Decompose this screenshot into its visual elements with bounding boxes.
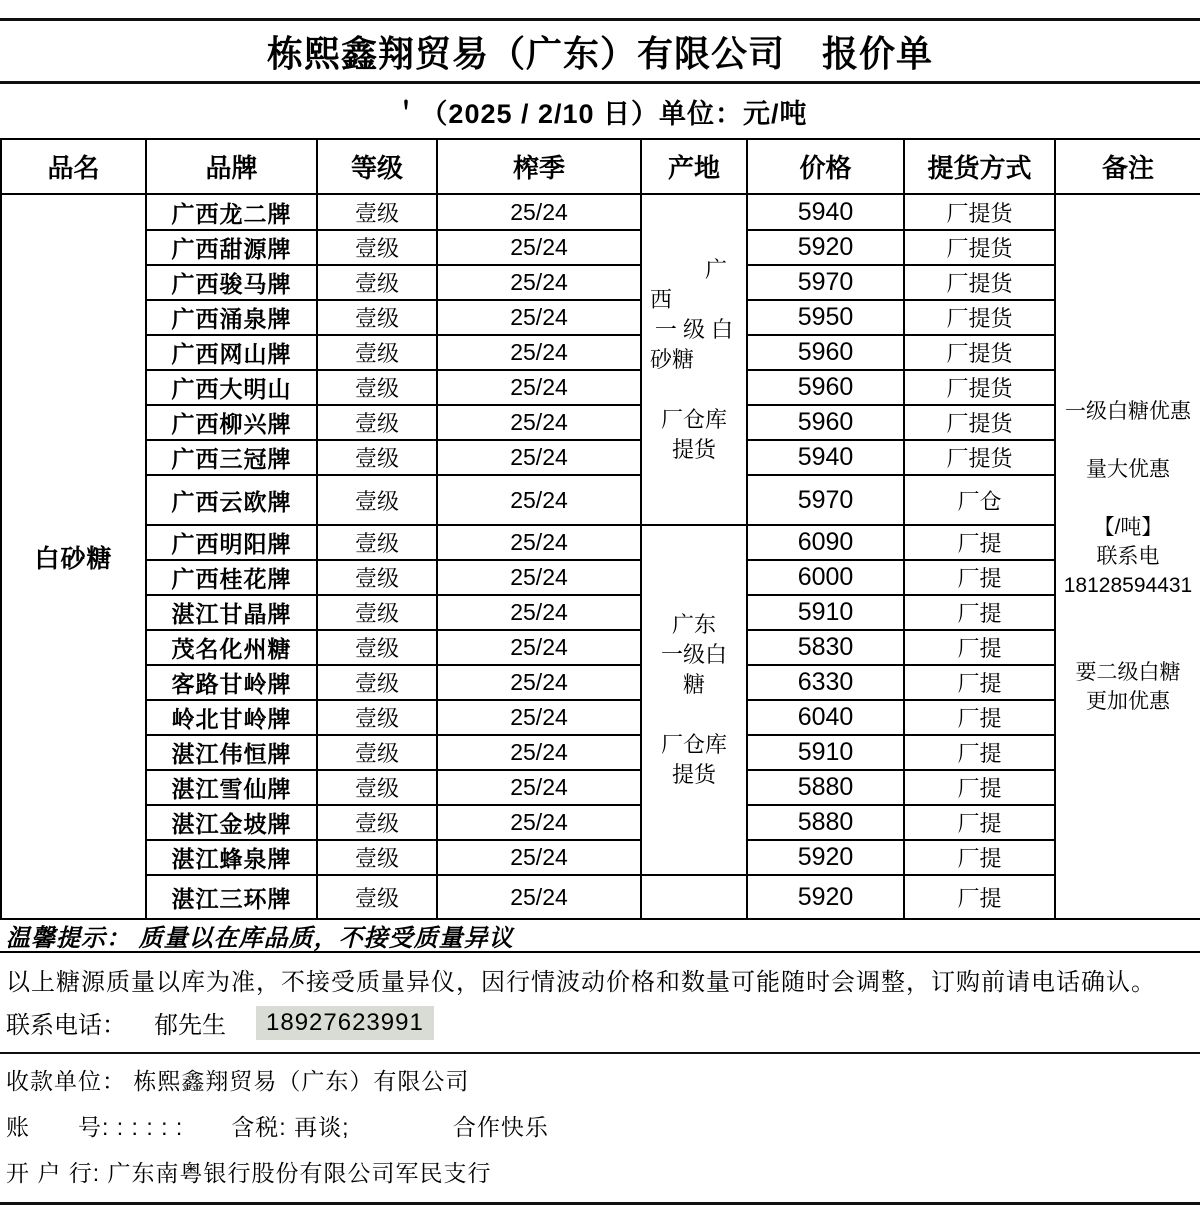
merged-cell-line: 广东 [671,612,716,637]
header-price: 价格 [747,139,904,194]
top-margin [0,0,1200,18]
pickup-cell: 厂提 [904,770,1055,805]
grade-cell: 壹级 [317,665,437,700]
season-cell: 25/24 [437,265,641,300]
price-cell: 5950 [747,300,904,335]
grade-cell: 壹级 [317,560,437,595]
brand-cell: 广西网山牌 [146,335,317,370]
brand-cell: 广西涌泉牌 [146,300,317,335]
origin-guangdong-cell [641,525,747,875]
pickup-cell: 厂提 [904,560,1055,595]
merged-cell-line: 量大优惠 [1086,458,1170,481]
season-cell: 25/24 [437,665,641,700]
grade-cell: 壹级 [317,630,437,665]
merged-cell-line: 更加优惠 [1086,690,1170,713]
price-cell: 5920 [747,230,904,265]
brand-cell: 广西甜源牌 [146,230,317,265]
grade-cell: 壹级 [317,194,437,230]
grade-cell: 壹级 [317,230,437,265]
price-cell: 5880 [747,805,904,840]
season-cell: 25/24 [437,700,641,735]
brand-cell: 广西云欧牌 [146,475,317,525]
pickup-cell: 厂提 [904,805,1055,840]
price-cell: 5880 [747,770,904,805]
table-row [1,525,1200,560]
table-row [1,405,1200,440]
price-cell: 5960 [747,335,904,370]
table-row [1,840,1200,875]
pickup-cell: 厂提 [904,525,1055,560]
pickup-cell: 厂提货 [904,265,1055,300]
price-cell: 5940 [747,194,904,230]
pickup-cell: 厂提货 [904,194,1055,230]
table-row [1,300,1200,335]
merged-cell-line: 一级白 [660,642,727,667]
pickup-cell: 厂提货 [904,370,1055,405]
merged-cell-line [1056,600,1200,629]
pickup-cell: 厂仓 [904,475,1055,525]
grade-cell: 壹级 [317,335,437,370]
price-cell: 5970 [747,265,904,300]
header-remarks: 备注 [1055,139,1200,194]
price-cell: 5920 [747,840,904,875]
grade-cell: 壹级 [317,370,437,405]
brand-cell: 广西桂花牌 [146,560,317,595]
grade-cell: 壹级 [317,405,437,440]
table-row [1,770,1200,805]
brand-cell: 湛江伟恒牌 [146,735,317,770]
merged-cell-line: 厂仓库 [660,406,727,432]
table-row [1,335,1200,370]
season-cell: 25/24 [437,560,641,595]
pickup-cell: 厂提货 [904,230,1055,265]
remarks-cell [1055,194,1200,919]
price-cell: 6040 [747,700,904,735]
pickup-cell: 厂提 [904,665,1055,700]
price-cell: 5960 [747,405,904,440]
grade-cell: 壹级 [317,770,437,805]
merged-cell-line: 一级白糖优惠 [1065,400,1191,423]
price-cell: 5940 [747,440,904,475]
header-grade: 等级 [317,139,437,194]
merged-cell-line [1056,484,1200,513]
season-cell: 25/24 [437,840,641,875]
season-cell: 25/24 [437,595,641,630]
header-product: 品名 [1,139,146,194]
price-cell: 5830 [747,630,904,665]
grade-cell: 壹级 [317,595,437,630]
price-table-body [1,194,1200,919]
header-season: 榨季 [437,139,641,194]
price-cell: 5910 [747,595,904,630]
grade-cell: 壹级 [317,525,437,560]
merged-cell-line: 提货 [671,436,716,462]
table-row [1,805,1200,840]
pickup-cell: 厂提 [904,875,1055,919]
origin-guangxi-cell [641,194,747,525]
bank-name-line: 开 户 行: 广东南粤银行股份有限公司军民支行 [6,1160,492,1186]
pickup-cell: 厂提 [904,630,1055,665]
table-row [1,735,1200,770]
grade-cell: 壹级 [317,475,437,525]
bank-info-block [0,1063,1200,1188]
merged-cell-line [1056,629,1200,658]
table-row [1,630,1200,665]
table-row [1,440,1200,475]
price-cell: 6330 [747,665,904,700]
pickup-cell: 厂提货 [904,300,1055,335]
table-row [1,665,1200,700]
grade-cell: 壹级 [317,805,437,840]
season-cell: 25/24 [437,875,641,919]
price-cell: 5970 [747,475,904,525]
merged-cell-line: 要二级白糖 [1075,661,1181,684]
warm-tip-line: 温馨提示： 质量以在库品质，不接受质量异议 [0,920,1200,953]
merged-cell-line: 18128594431 [1063,574,1193,597]
brand-cell: 岭北甘岭牌 [146,700,317,735]
origin-empty-cell [641,875,747,919]
contact-line [0,1005,1200,1040]
brand-cell: 茂名化州糖 [146,630,317,665]
pickup-cell: 厂提货 [904,440,1055,475]
price-cell: 5910 [747,735,904,770]
merged-cell-line: 西 [650,286,673,312]
pickup-cell: 厂提 [904,700,1055,735]
season-cell: 25/24 [437,405,641,440]
season-cell: 25/24 [437,630,641,665]
grade-cell: 壹级 [317,875,437,919]
header-brand: 品牌 [146,139,317,194]
merged-cell-line: 【/吨】 [1093,516,1163,539]
grade-cell: 壹级 [317,300,437,335]
merged-cell-line: 提货 [671,762,716,787]
header-pickup: 提货方式 [904,139,1055,194]
season-cell: 25/24 [437,525,641,560]
merged-cell-line: 联系电 [1096,545,1160,568]
merged-cell-line: 广 [704,256,727,282]
table-row [1,700,1200,735]
pickup-cell: 厂提货 [904,335,1055,370]
merged-cell-line: 一 级 白 [654,316,734,342]
brand-cell: 客路甘岭牌 [146,665,317,700]
table-row [1,560,1200,595]
brand-cell: 湛江甘晶牌 [146,595,317,630]
table-row [1,194,1200,230]
brand-cell: 广西三冠牌 [146,440,317,475]
date-unit-line: ＇（2025 / 2/10 日）单位：元/吨 [392,98,808,129]
season-cell: 25/24 [437,230,641,265]
season-cell: 25/24 [437,770,641,805]
table-row [1,875,1200,919]
price-table [0,138,1200,920]
price-table-header [1,139,1200,194]
brand-cell: 广西龙二牌 [146,194,317,230]
season-cell: 25/24 [437,440,641,475]
price-cell: 5920 [747,875,904,919]
product-name-cell: 白砂糖 [1,194,146,919]
grade-cell: 壹级 [317,440,437,475]
quality-note-line: 以上糖源质量以库为准，不接受质量异仪，因行情波动价格和数量可能随时会调整，订购前请电话确认。 [6,969,1156,996]
page-title: 栋熙鑫翔贸易（广东）有限公司 报价单 [266,32,933,74]
price-cell: 6000 [747,560,904,595]
season-cell: 25/24 [437,370,641,405]
merged-cell-line [642,375,746,405]
brand-cell: 湛江三环牌 [146,875,317,919]
contact-name: 郁先生 [154,1012,226,1039]
brand-cell: 广西骏马牌 [146,265,317,300]
merged-cell-line: 厂仓库 [660,732,727,757]
grade-cell: 壹级 [317,700,437,735]
account-line: 账 号: : : : : : 含税: 再谈; 合作快乐 [6,1114,549,1140]
brand-cell: 广西大明山 [146,370,317,405]
table-row [1,370,1200,405]
price-cell: 6090 [747,525,904,560]
grade-cell: 壹级 [317,840,437,875]
contact-phone-highlight: 18927623991 [256,1006,434,1040]
merged-cell-line: 砂糖 [650,346,695,372]
grade-cell: 壹级 [317,265,437,300]
grade-cell: 壹级 [317,735,437,770]
table-row [1,230,1200,265]
brand-cell: 广西明阳牌 [146,525,317,560]
brand-cell: 湛江金坡牌 [146,805,317,840]
header-row [1,139,1200,194]
pickup-cell: 厂提 [904,735,1055,770]
price-cell: 5960 [747,370,904,405]
table-row [1,265,1200,300]
table-row [1,475,1200,525]
pickup-cell: 厂提 [904,595,1055,630]
merged-cell-line [1056,426,1200,455]
season-cell: 25/24 [437,475,641,525]
season-cell: 25/24 [437,300,641,335]
bank-section-divider-line [0,1052,1200,1054]
merged-cell-line [642,700,746,730]
brand-cell: 湛江雪仙牌 [146,770,317,805]
pickup-cell: 厂提 [904,840,1055,875]
payee-line: 收款单位： 栋熙鑫翔贸易（广东）有限公司 [6,1068,470,1094]
season-cell: 25/24 [437,735,641,770]
season-cell: 25/24 [437,335,641,370]
pickup-cell: 厂提货 [904,405,1055,440]
contact-label: 联系电话： [6,1012,126,1039]
season-cell: 25/24 [437,805,641,840]
season-cell: 25/24 [437,194,641,230]
merged-cell-line: 糖 [682,672,705,697]
header-origin: 产地 [641,139,747,194]
table-row [1,595,1200,630]
brand-cell: 湛江蜂泉牌 [146,840,317,875]
brand-cell: 广西柳兴牌 [146,405,317,440]
